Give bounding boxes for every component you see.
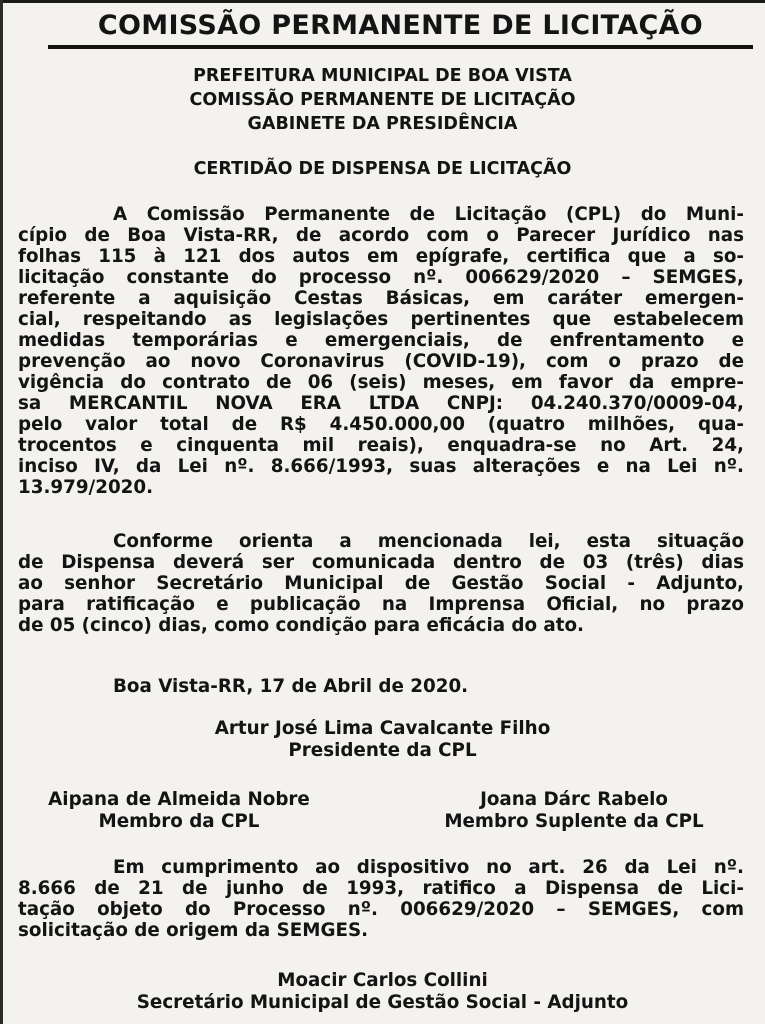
paragraph-line: licitação constante do processo nº. 006629/2020 – SEMGES, [18,267,744,288]
paragraph-line: inciso IV, da Lei nº. 8.666/1993, suas alterações e na Lei nº. [18,456,744,477]
signatory-role: Presidente da CPL [288,740,477,761]
paragraph-line: A Comissão Permanente de Licitação (CPL) do Muni- [113,204,744,225]
paragraph-line: sa MERCANTIL NOVA ERA LTDA CNPJ: 04.240.370/0009-04, [18,393,744,414]
org-line-comissao: COMISSÃO PERMANENTE DE LICITAÇÃO [189,90,576,110]
paragraph-line: 13.979/2020. [18,477,154,498]
signatory-name: Moacir Carlos Collini [277,970,488,991]
paragraph-line: ao senhor Secretário Municipal de Gestão Social - Adjunto, [18,573,744,594]
paragraph-line: vigência do contrato de 06 (seis) meses, em favor da empre- [18,372,744,393]
secretary-signature [0,970,765,1014]
paragraph-line: cial, respeitando as legislações pertinentes que estabelecem [18,309,744,330]
section-title: COMISSÃO PERMANENTE DE LICITAÇÃO [97,10,704,41]
paragraph-line: pelo valor total de R$ 4.450.000,00 (quatro milhões, qua- [18,414,744,435]
paragraph-line: referente a aquisição Cestas Básicas, em caráter emergen- [18,288,744,309]
president-signature [0,718,765,762]
signatory-name: Artur José Lima Cavalcante Filho [214,718,551,739]
paragraph-line: trocentos e cinquenta mil reais), enquadra-se no Art. 24, [18,435,744,456]
paragraph-line: Em cumprimento ao dispositivo no art. 26 da Lei nº. [113,857,744,878]
paragraph-line: medidas temporárias e emergenciais, de enfrentamento e [18,330,744,351]
top-rule [0,0,765,3]
left-rule [0,0,3,1024]
paragraph-line: Conforme orienta a mencionada lei, esta situação [113,531,744,552]
organization-block [0,64,765,136]
section-header [48,6,753,49]
paragraph-line: tação objeto do Processo nº. 006629/2020 – SEMGES, com [18,899,744,920]
signatory-name: Joana Dárc Rabelo [480,789,668,810]
signatory-role: Secretário Municipal de Gestão Social - Adjunto [136,992,629,1013]
paragraph-line: cípio de Boa Vista-RR, de acordo com o Parecer Jurídico nas [18,225,744,246]
signatory-role: Membro Suplente da CPL [444,811,704,832]
org-line-gabinete: GABINETE DA PRESIDÊNCIA [247,114,518,134]
paragraph-line: prevenção ao novo Coronavirus (COVID-19), com o prazo de [18,351,744,372]
date-line: Boa Vista-RR, 17 de Abril de 2020. [113,676,469,697]
ratification-paragraph [18,857,744,941]
org-line-prefeitura: PREFEITURA MUNICIPAL DE BOA VISTA [193,66,572,86]
paragraph-line: de Dispensa deverá ser comunicada dentro de 03 (três) dias [18,552,744,573]
paragraph-line: de 05 (cinco) dias, como condição para eficácia do ato. [18,615,585,636]
member-signature-left [14,789,344,833]
communication-paragraph [18,531,744,636]
member-signature-right [424,789,724,833]
paragraph-line: 8.666 de 21 de junho de 1993, ratifico a Dispensa de Lici- [18,878,744,899]
certificate-title: CERTIDÃO DE DISPENSA DE LICITAÇÃO [193,159,572,179]
paragraph-line: folhas 115 à 121 dos autos em epígrafe, certifica que a so- [18,246,744,267]
paragraph-line: solicitação de origem da SEMGES. [18,920,369,941]
paragraph-line: para ratificação e publicação na Imprensa Oficial, no prazo [18,594,744,615]
signatory-role: Membro da CPL [98,811,260,832]
signatory-name: Aipana de Almeida Nobre [48,789,310,810]
certificate-body-paragraph [18,204,744,498]
